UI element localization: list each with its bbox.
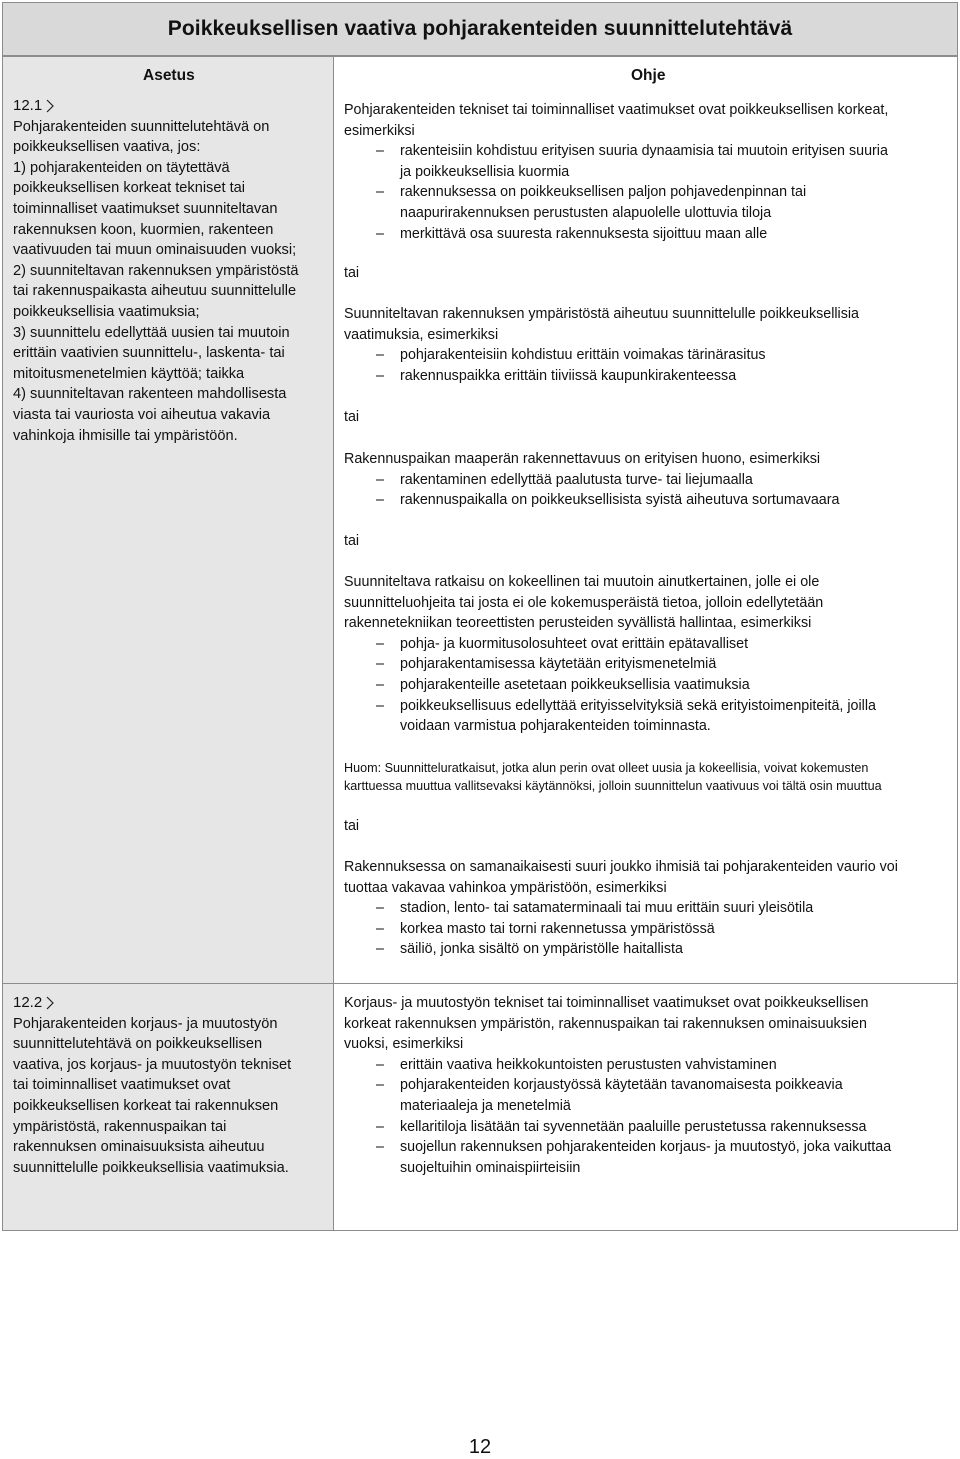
list-item (344, 919, 949, 940)
list-item (344, 696, 949, 737)
list-item-text: pohjarakenteiden korjaustyössä käytetään tavanomaisesta poikkeavia (400, 1077, 843, 1094)
guidance-intro: Rakennuspaikan maaperän rakennettavuus on erityisen huono, esimerkiksi (344, 451, 821, 467)
header-asetus: Asetus (143, 67, 195, 84)
or-label-3: tai (344, 533, 360, 549)
dash-bullet: – (376, 1056, 384, 1073)
guidance-block-1 (344, 100, 949, 244)
guidance-intro: Suunniteltava ratkaisu on kokeellinen tai muutoin ainutkertainen, jolle ei ole (344, 574, 820, 590)
guidance-block-5-wrap (344, 857, 949, 960)
note-line: karttuessa muuttua vallitsevaksi käytännöksi, jolloin suunnittelun vaativuus voi tältä osin muuttua (344, 779, 882, 793)
regulation-line: 2) suunniteltavan rakennuksen ympäristöstä (13, 262, 299, 279)
guidance-intro: esimerkiksi (344, 122, 415, 139)
dash-bullet: – (376, 471, 384, 488)
regulation-line: vaativuuden tai muun ominaisuuden vuoksi; (13, 242, 297, 259)
guidance-intro: vaatimuksia, esimerkiksi (344, 326, 499, 343)
note-text (344, 759, 949, 795)
guidance-intro: Rakennuksessa on samanaikaisesti suuri joukko ihmisiä tai pohjarakenteiden vaurio voi (344, 859, 898, 875)
regulation-line: poikkeuksellisen vaativa, jos: (13, 139, 201, 156)
guidance-intro: Pohjarakenteiden tekniset tai toiminnalliset vaatimukset ovat poikkeuksellisen korkeat, (344, 102, 889, 118)
regulation-line: Pohjarakenteiden suunnittelutehtävä on (13, 118, 270, 135)
list-item (344, 675, 949, 696)
regulation-text (13, 117, 318, 447)
guidance-block-3 (344, 449, 949, 511)
dash-bullet: – (376, 920, 384, 937)
bookmark-icon (46, 996, 54, 1010)
list-item (344, 1117, 949, 1138)
regulation-line: poikkeuksellisen korkeat tekniset tai (13, 180, 245, 197)
dash-bullet: – (376, 143, 384, 160)
regulation-line: ympäristöstä, rakennuspaikan tai (13, 1118, 227, 1135)
list-item-text: poikkeuksellisuus edellyttää erityisselvityksiä sekä erityistoimenpiteitä, joilla (400, 697, 876, 714)
or-label-2: tai (344, 409, 360, 425)
list-item (344, 224, 949, 245)
header-ohje: Ohje (631, 67, 666, 84)
guidance-intro: Suunniteltavan rakennuksen ympäristöstä aiheutuu suunnittelulle poikkeuksellisia (344, 306, 860, 322)
dash-bullet: – (376, 225, 384, 242)
list-item-text: pohjarakenteille asetetaan poikkeuksellisia vaatimuksia (400, 676, 750, 693)
guidance-intro: rakennetekniikan teoreettisten perusteiden syvällistä hallintaa, esimerkiksi (344, 615, 812, 632)
section-number: 12.2 (13, 994, 43, 1011)
guidance-block-4 (344, 572, 949, 737)
list-item-text: pohjarakentamisessa käytetään erityismenetelmiä (400, 656, 717, 673)
list-item (344, 141, 949, 182)
dash-bullet: – (376, 1118, 384, 1135)
regulation-line: viasta tai vauriosta voi aiheutua vakavia (13, 406, 271, 423)
list-item (344, 470, 949, 491)
guidance-block-2 (344, 304, 949, 386)
regulation-line: Pohjarakenteiden korjaus- ja muutostyön (13, 1015, 278, 1032)
regulation-line: suunnittelutehtävä on poikkeuksellisen (13, 1036, 263, 1053)
regulation-line: suunnittelulle poikkeuksellisia vaatimuksia. (13, 1159, 289, 1176)
list-item-text: suojellun rakennuksen pohjarakenteiden korjaus- ja muutostyö, joka vaikuttaa (400, 1139, 892, 1156)
guidance-intro: tuottaa vakavaa vahinkoa ympäristöön, esimerkiksi (344, 879, 667, 896)
guidance-intro: Korjaus- ja muutostyön tekniset tai toiminnalliset vaatimukset ovat poikkeuksellisen (344, 995, 869, 1011)
list-item (344, 939, 949, 960)
note-line: Huom: Suunnitteluratkaisut, jotka alun perin ovat olleet uusia ja kokeellisia, voivat kokemusten (344, 761, 869, 775)
guidance-intro: korkeat rakennuksen ympäristön, rakennuspaikan tai rakennuksen ominaisuuksien (344, 1015, 867, 1032)
row2-guidance (344, 993, 949, 1178)
dash-bullet: – (376, 367, 384, 384)
guidance-block-repair (344, 993, 949, 1178)
list-item (344, 345, 949, 366)
regulation-text (13, 1014, 318, 1179)
list-item-text: rakennuspaikalla on poikkeuksellisista syistä aiheutuva sortumavaara (400, 492, 840, 509)
regulation-line: 3) suunnittelu edellyttää uusien tai muutoin (13, 324, 290, 341)
bookmark-icon (46, 99, 54, 113)
list-item (344, 898, 949, 919)
regulation-line: poikkeuksellisen korkeat tai rakennuksen (13, 1097, 279, 1114)
list-item-text: rakenteisiin kohdistuu erityisen suuria dynaamisia tai muutoin erityisen suuria (400, 143, 888, 160)
regulation-line: 1) pohjarakenteiden on täytettävä (13, 159, 230, 176)
dash-list (344, 141, 949, 244)
regulation-line: poikkeuksellisia vaatimuksia; (13, 303, 200, 320)
regulation-line: vaativa, jos korjaus- ja muutostyön tekniset (13, 1056, 292, 1073)
list-item-text: suojeltuihin ominaispiirteisiin (400, 1159, 581, 1176)
list-item (344, 1055, 949, 1076)
section-number: 12.1 (13, 97, 43, 114)
list-item-text: säiliö, jonka sisältö on ympäristölle haitallista (400, 941, 683, 958)
list-item-text: rakentaminen edellyttää paalutusta turve- tai liejumaalla (400, 471, 753, 488)
list-item (344, 1075, 949, 1116)
list-item (344, 1137, 949, 1178)
regulation-line: 4) suunniteltavan rakenteen mahdollisesta (13, 386, 287, 403)
list-item-text: ja poikkeuksellisia kuormia (400, 163, 570, 180)
list-item-text: merkittävä osa suuresta rakennuksesta sijoittuu maan alle (400, 225, 768, 242)
list-item-text: voidaan varmistua pohjarakenteiden toiminnasta. (400, 718, 711, 735)
list-item-text: naapurirakennuksen perustusten alapuolelle ulottuvia tiloja (400, 204, 772, 221)
list-item (344, 366, 949, 387)
dash-bullet: – (376, 656, 384, 673)
row1-guidance (344, 100, 949, 244)
list-item-text: pohja- ja kuormitusolosuhteet ovat erittäin epätavalliset (400, 635, 749, 652)
requirements-table (2, 56, 958, 1231)
guidance-block-5 (344, 857, 949, 960)
dash-bullet: – (376, 347, 384, 364)
regulation-line: mitoitusmenetelmien käyttöä; taikka (13, 365, 245, 382)
regulation-line: rakennuksen koon, kuormien, rakenteen (13, 221, 274, 238)
regulation-line: vahinkoja ihmisille tai ympäristöön. (13, 427, 238, 444)
dash-bullet: – (376, 1139, 384, 1156)
or-label-1: tai (344, 265, 360, 281)
title-bar (2, 2, 958, 56)
or-label-4: tai (344, 818, 360, 834)
list-item-text: erittäin vaativa heikkokuntoisten perustusten vahvistaminen (400, 1056, 777, 1073)
dash-bullet: – (376, 900, 384, 917)
list-item-text: pohjarakenteisiin kohdistuu erittäin voimakas tärinärasitus (400, 347, 766, 364)
list-item-text: rakennuksessa on poikkeuksellisen paljon pohjavedenpinnan tai (400, 184, 807, 201)
list-item-text: kellaritiloja lisätään tai syvennetään paaluille perustetussa rakennuksessa (400, 1118, 867, 1135)
section-number-row (13, 96, 318, 117)
guidance-intro: vuoksi, esimerkiksi (344, 1036, 464, 1053)
regulation-line: tai toiminnalliset vaatimukset ovat (13, 1077, 231, 1094)
list-item-text: materiaaleja ja menetelmiä (400, 1097, 571, 1114)
guidance-block-4-wrap (344, 572, 949, 737)
list-item (344, 182, 949, 223)
dash-bullet: – (376, 941, 384, 958)
list-item-text: stadion, lento- tai satamaterminaali tai muu erittäin suuri yleisötila (400, 900, 814, 917)
dash-list (344, 634, 949, 737)
dash-list (344, 345, 949, 386)
regulation-line: tai rakennuspaikasta aiheutuu suunnittelulle (13, 283, 297, 300)
guidance-block-2-wrap (344, 304, 949, 386)
list-item-text: korkea masto tai torni rakennetussa ympäristössä (400, 920, 715, 937)
regulation-line: rakennuksen ominaisuuksista aiheutuu (13, 1139, 265, 1156)
dash-list (344, 898, 949, 960)
dash-bullet: – (376, 676, 384, 693)
dash-bullet: – (376, 635, 384, 652)
row1-regulation (13, 96, 318, 446)
dash-bullet: – (376, 184, 384, 201)
regulation-line: erittäin vaativien suunnittelu-, laskenta- tai (13, 345, 285, 362)
note-wrap (344, 759, 949, 795)
dash-list (344, 470, 949, 511)
section-number-row (13, 993, 318, 1014)
guidance-block-3-wrap (344, 449, 949, 511)
page-title: Poikkeuksellisen vaativa pohjarakenteiden suunnittelutehtävä (167, 17, 793, 40)
list-item (344, 490, 949, 511)
page-number: 12 (468, 1436, 492, 1458)
list-item (344, 654, 949, 675)
list-item (344, 634, 949, 655)
guidance-intro: suunnitteluohjeita tai josta ei ole kokemusperäistä tietoa, jolloin edellytetään (344, 594, 824, 611)
row2-regulation (13, 993, 318, 1178)
list-item-text: rakennuspaikka erittäin tiiviissä kaupunkirakenteessa (400, 367, 737, 384)
dash-bullet: – (376, 1077, 384, 1094)
dash-bullet: – (376, 492, 384, 509)
regulation-line: toiminnalliset vaatimukset suunniteltavan (13, 200, 278, 217)
dash-list (344, 1055, 949, 1179)
dash-bullet: – (376, 697, 384, 714)
